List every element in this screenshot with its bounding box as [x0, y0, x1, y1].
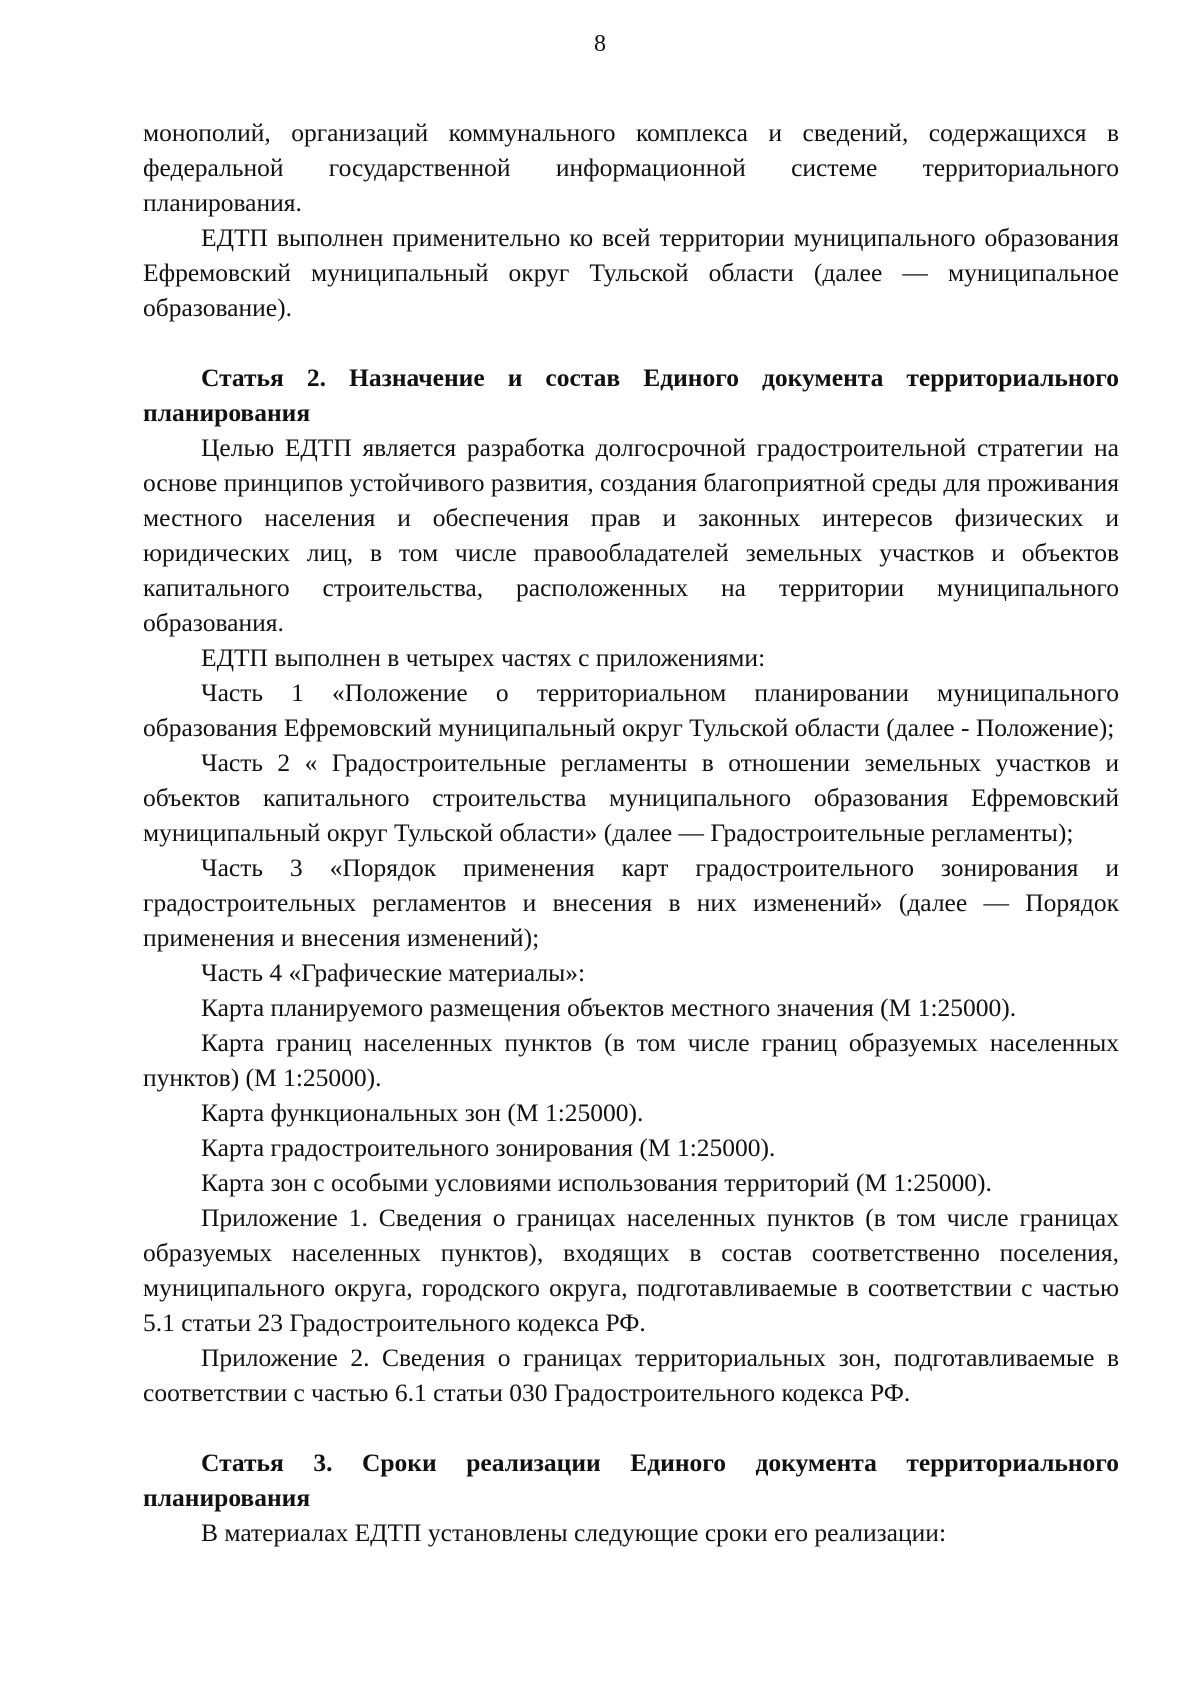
part-4-item: Часть 4 «Графические материалы»:: [201, 958, 586, 987]
paragraph: ЕДТП выполнен применительно ко всей территории муниципального образования Ефремовский муниципальный округ Тульской области (далее — муниципальное образование).: [143, 223, 1119, 322]
section-gap: [143, 1410, 1119, 1445]
section-gap: [143, 325, 1119, 360]
article-3-heading: Статья 3. Сроки реализации Единого документа территориального планирования: [143, 1448, 1119, 1512]
map-item: Карта зон с особыми условиями использования территорий (М 1:25000).: [201, 1168, 992, 1197]
paragraph: ЕДТП выполнен в четырех частях с приложениями:: [201, 643, 766, 672]
map-item: Карта градостроительного зонирования (М 1:25000).: [201, 1133, 776, 1162]
appendix-2-item: Приложение 2. Сведения о границах территориальных зон, подготавливаемые в соответствии с частью 6.1 статьи 030 Градостроительного кодекса РФ.: [143, 1343, 1119, 1407]
part-1-item: Часть 1 «Положение о территориальном планировании муниципального образования Ефремовский муниципальный округ Тульской области (далее - Положение);: [143, 678, 1119, 742]
article-2-heading: Статья 2. Назначение и состав Единого документа территориального планирования: [143, 363, 1119, 427]
paragraph: Целью ЕДТП является разработка долгосрочной градостроительной стратегии на основе принципов устойчивого развития, создания благоприятной среды для проживания местного населения и обеспечения прав и законных интересов физических и юридических лиц, в том числе правообладателей земельных участков и объектов капитального строительства, расположенных на территории муниципального образования.: [143, 433, 1119, 637]
map-item: Карта планируемого размещения объектов местного значения (М 1:25000).: [201, 993, 1017, 1022]
appendix-1-item: Приложение 1. Сведения о границах населенных пунктов (в том числе границах образуемых населенных пунктов), входящих в состав соответственно поселения, муниципального округа, городского округа, подготавливаемые в соответствии с частью 5.1 статьи 23 Градостроительного кодекса РФ.: [143, 1203, 1119, 1337]
part-2-item: Часть 2 « Градостроительные регламенты в отношении земельных участков и объектов капитального строительства муниципального образования Ефремовский муниципальный округ Тульской области» (далее — Градостроительные регламенты);: [143, 748, 1119, 847]
map-item: Карта границ населенных пунктов (в том числе границ образуемых населенных пунктов) (М 1:25000).: [143, 1028, 1119, 1092]
document-body: [143, 115, 1119, 1550]
paragraph-continuation: монополий, организаций коммунального комплекса и сведений, содержащихся в федеральной государственной информационной системе территориального планирования.: [143, 118, 1119, 217]
paragraph: В материалах ЕДТП установлены следующие сроки его реализации:: [201, 1518, 947, 1547]
page-number: 8: [594, 31, 606, 57]
part-3-item: Часть 3 «Порядок применения карт градостроительного зонирования и градостроительных регламентов и внесения в них изменений» (далее — Порядок применения и внесения изменений);: [143, 853, 1119, 952]
map-item: Карта функциональных зон (М 1:25000).: [201, 1098, 644, 1127]
